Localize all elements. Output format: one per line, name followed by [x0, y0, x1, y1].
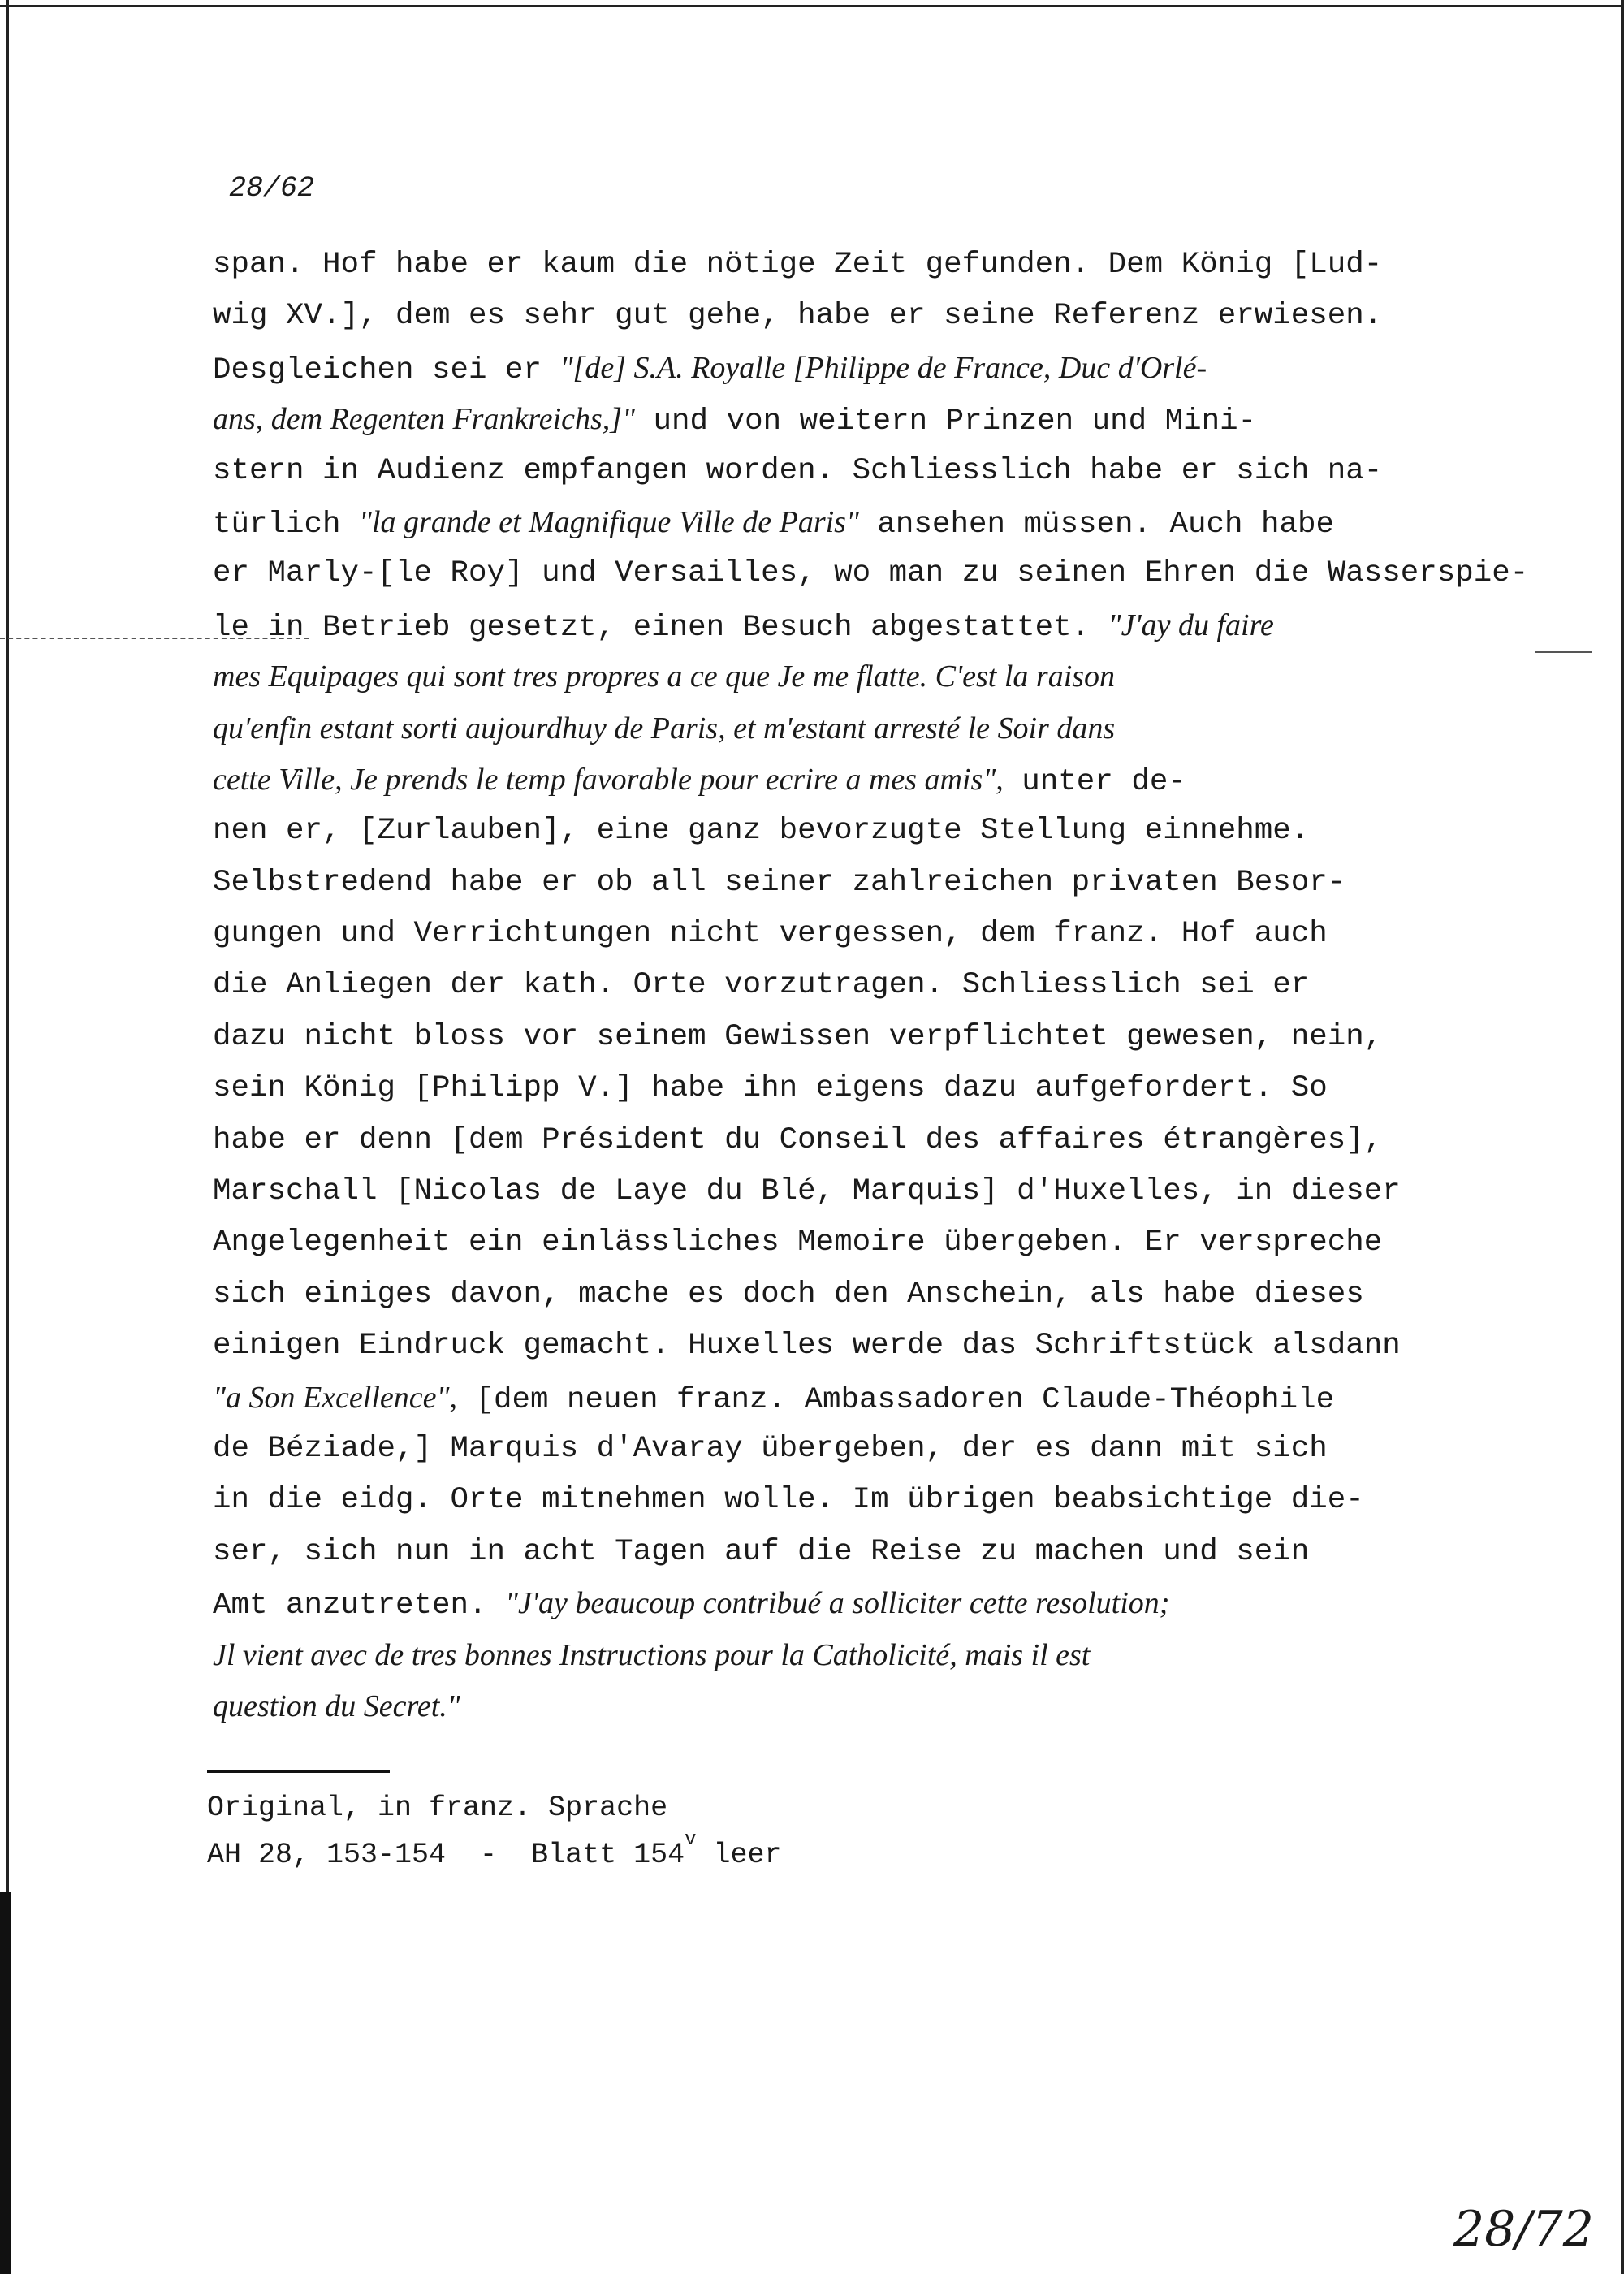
- german-text: nen er, [Zurlauben], eine ganz bevorzugte Stellung einnehme.: [213, 814, 1310, 849]
- text-line: [213, 1063, 1512, 1114]
- german-text: gungen und Verrichtungen nicht vergessen, dem franz. Hof auch: [213, 917, 1328, 952]
- german-text: Angelegenheit ein einlässliches Memoire übergeben. Er verspreche: [213, 1226, 1383, 1260]
- blank-page-note: leer: [696, 1839, 782, 1871]
- quoted-french-text: "J'ay beaucoup contribué a solliciter cette resolution;: [505, 1586, 1170, 1621]
- german-text: einigen Eindruck gemacht. Huxelles werde das Schriftstück alsdann: [213, 1329, 1401, 1364]
- german-text: die Anliegen der kath. Orte vorzutragen. Schliesslich sei er: [213, 968, 1310, 1003]
- german-text: ser, sich nun in acht Tagen auf die Reise zu machen und sein: [213, 1534, 1310, 1569]
- german-text: sich einiges davon, mache es doch den Anschein, als habe dieses: [213, 1277, 1364, 1312]
- body-text: [213, 240, 1529, 1732]
- german-text: in die eidg. Orte mitnehmen wolle. Im übrigen beabsichtige die-: [213, 1483, 1364, 1518]
- german-text: de Béziade,] Marquis d'Avaray übergeben, der es dann mit sich: [213, 1431, 1328, 1466]
- scan-right-edge: [1621, 0, 1624, 2274]
- german-text: stern in Audienz empfangen worden. Schliesslich habe er sich na-: [213, 453, 1383, 488]
- text-line: [213, 1475, 1512, 1526]
- text-line: [213, 343, 1512, 394]
- text-line: [213, 1012, 1512, 1063]
- archive-reference-text: AH 28, 153-154 - Blatt 154: [207, 1839, 685, 1871]
- text-line: [213, 1269, 1512, 1321]
- text-line: [213, 1630, 1512, 1681]
- quoted-french-text: mes Equipages qui sont tres propres a ce que Je me flatte. C'est la raison: [213, 659, 1116, 694]
- footnote-archive-reference: [207, 1829, 782, 1871]
- fold-mark-right: [1535, 651, 1592, 653]
- quoted-french-text: cette Ville, Je prends le temp favorable pour ecrire a mes amis",: [213, 762, 1004, 797]
- page-number: 28/62: [229, 172, 315, 205]
- text-line: [213, 806, 1512, 857]
- german-text: wig XV.], dem es sehr gut gehe, habe er seine Referenz erwiesen.: [213, 299, 1383, 334]
- german-text: le in Betrieb gesetzt, einen Besuch abgestattet.: [213, 610, 1108, 645]
- text-line: [213, 1166, 1512, 1217]
- footnote-source-language: Original, in franz. Sprache: [207, 1792, 668, 1824]
- text-line: [213, 291, 1512, 342]
- german-text: Desgleichen sei er: [213, 352, 560, 387]
- scan-left-edge: [0, 0, 9, 1892]
- text-line: [213, 240, 1512, 291]
- german-text: und von weitern Prinzen und Mini-: [635, 404, 1257, 439]
- text-line: [213, 1373, 1512, 1424]
- quoted-french-text: ans, dem Regenten Frankreichs,]": [213, 402, 636, 437]
- text-line: [213, 1115, 1512, 1166]
- german-text: ansehen müssen. Auch habe: [858, 507, 1335, 542]
- verso-mark: v: [685, 1829, 697, 1851]
- scan-left-edge-dark: [0, 1892, 11, 2274]
- text-line: [213, 497, 1512, 548]
- text-line: [213, 960, 1512, 1011]
- text-line: [213, 1321, 1512, 1372]
- german-text: span. Hof habe er kaum die nötige Zeit gefunden. Dem König [Lud-: [213, 248, 1383, 282]
- text-line: [213, 651, 1512, 703]
- quoted-french-text: qu'enfin estant sorti aujourdhuy de Paris, et m'estant arresté le Soir dans: [213, 711, 1116, 746]
- german-text: sein König [Philipp V.] habe ihn eigens dazu aufgefordert. So: [213, 1071, 1328, 1106]
- scan-top-edge: [0, 0, 1624, 7]
- text-line: [213, 446, 1512, 497]
- text-line: [213, 1681, 1512, 1732]
- german-text: unter de-: [1003, 764, 1186, 799]
- text-line: [213, 754, 1512, 806]
- text-line: [213, 394, 1512, 445]
- footnote-rule: [207, 1770, 390, 1773]
- german-text: Selbstredend habe er ob all seiner zahlreichen privaten Besor-: [213, 865, 1346, 900]
- text-line: [213, 1424, 1512, 1475]
- text-line: [213, 600, 1512, 651]
- quoted-french-text: "J'ay du faire: [1108, 607, 1274, 642]
- quoted-french-text: question du Secret.": [213, 1688, 460, 1723]
- handwritten-page-stamp: 28/72: [1453, 2201, 1594, 2258]
- german-text: dazu nicht bloss vor seinem Gewissen verpflichtet gewesen, nein,: [213, 1019, 1383, 1054]
- german-text: Amt anzutreten.: [213, 1589, 506, 1623]
- german-text: Marschall [Nicolas de Laye du Blé, Marquis] d'Huxelles, in dieser: [213, 1174, 1401, 1209]
- text-line: [213, 1527, 1512, 1578]
- quoted-french-text: "a Son Excellence",: [213, 1380, 457, 1415]
- text-line: [213, 548, 1529, 599]
- german-text: er Marly-[le Roy] und Versailles, wo man zu seinen Ehren die Wasserspie-: [213, 556, 1529, 591]
- german-text: habe er denn [dem Président du Conseil des affaires étrangères],: [213, 1122, 1383, 1157]
- text-line: [213, 1578, 1512, 1629]
- quoted-french-text: "la grande et Magnifique Ville de Paris": [359, 504, 859, 539]
- quoted-french-text: Jl vient avec de tres bonnes Instructions pour la Catholicité, mais il est: [213, 1637, 1091, 1672]
- quoted-french-text: "[de] S.A. Royalle [Philippe de France, Duc d'Orlé-: [559, 350, 1207, 385]
- german-text: [dem neuen franz. Ambassadoren Claude-Théophile: [456, 1382, 1335, 1417]
- text-line: [213, 703, 1512, 754]
- text-line: [213, 1217, 1512, 1269]
- german-text: türlich: [213, 507, 360, 542]
- text-line: [213, 858, 1512, 909]
- text-line: [213, 909, 1512, 960]
